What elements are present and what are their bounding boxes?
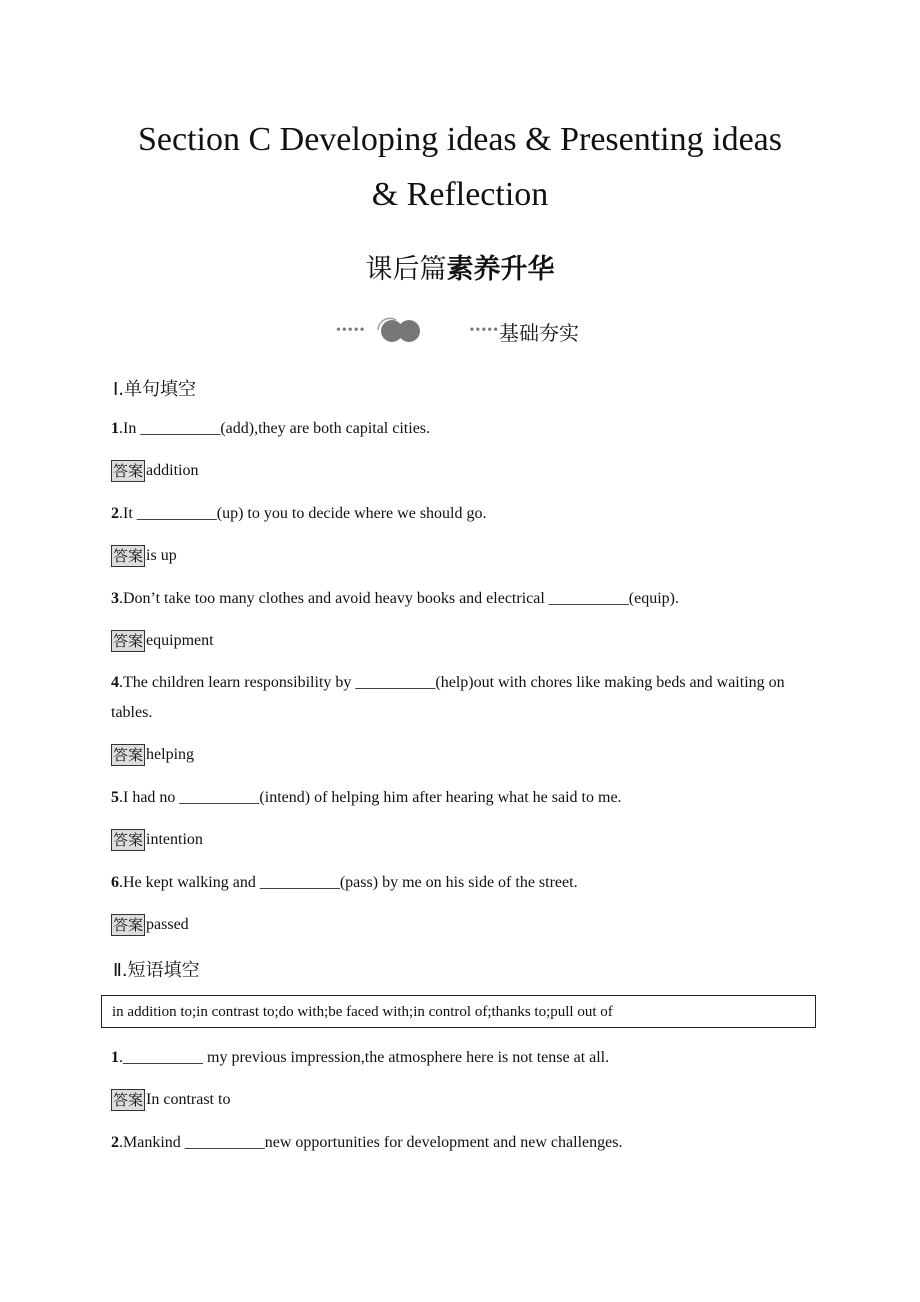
- answer-6: 答案 passed: [113, 916, 189, 934]
- question-4: 4.The children learn responsibility by __________(help)out with chores like making beds and waiting on tables.: [111, 674, 785, 721]
- answer-badge: 答案: [113, 547, 144, 565]
- answer-badge: 答案: [113, 632, 144, 650]
- answer-4: 答案 helping: [113, 746, 195, 764]
- answer-3: 答案 equipment: [113, 632, 214, 650]
- question-5: 5.I had no __________(intend) of helping him after hearing what he said to me.: [111, 789, 622, 806]
- section-1-heading: Ⅰ.单句填空: [113, 379, 197, 400]
- title-line-2: & Reflection: [371, 176, 549, 213]
- phrase-box: in addition to;in contrast to;do with;be faced with;in control of;thanks to;pull out of: [101, 995, 816, 1028]
- circles-icon: [372, 316, 432, 346]
- phrase-question-2: 2.Mankind __________new opportunities for development and new challenges.: [111, 1134, 623, 1151]
- answer-badge: 答案: [113, 462, 144, 480]
- dots-right: •••••: [469, 323, 500, 338]
- phrase-answer-1: 答案 In contrast to: [113, 1091, 231, 1109]
- answer-badge: 答案: [113, 916, 144, 934]
- level-label: 基础夯实: [499, 320, 580, 345]
- answer-badge: 答案: [113, 746, 144, 764]
- answer-1: 答案 addition: [113, 462, 199, 480]
- question-3: 3.Don’t take too many clothes and avoid heavy books and electrical __________(equip).: [111, 590, 679, 607]
- section-2-heading: Ⅱ.短语填空: [113, 960, 200, 981]
- subtitle: [0, 247, 920, 286]
- phrase-question-1: 1.__________ my previous impression,the atmosphere here is not tense at all.: [111, 1049, 610, 1066]
- dots-left: •••••: [336, 323, 366, 338]
- answer-2: 答案 is up: [113, 547, 177, 565]
- subtitle-bold: 素养升华: [446, 254, 555, 285]
- answer-badge: 答案: [113, 831, 144, 849]
- level-banner: [336, 316, 596, 346]
- answer-badge: 答案: [113, 1091, 144, 1109]
- subtitle-light: 课后篇: [365, 254, 447, 285]
- question-6: 6.He kept walking and __________(pass) by me on his side of the street.: [111, 874, 578, 891]
- answer-5: 答案 intention: [113, 831, 203, 849]
- question-1: 1.In __________(add),they are both capital cities.: [111, 420, 431, 437]
- title-line-1: Section C Developing ideas & Presenting ideas: [138, 121, 782, 158]
- question-2: 2.It __________(up) to you to decide where we should go.: [111, 505, 487, 522]
